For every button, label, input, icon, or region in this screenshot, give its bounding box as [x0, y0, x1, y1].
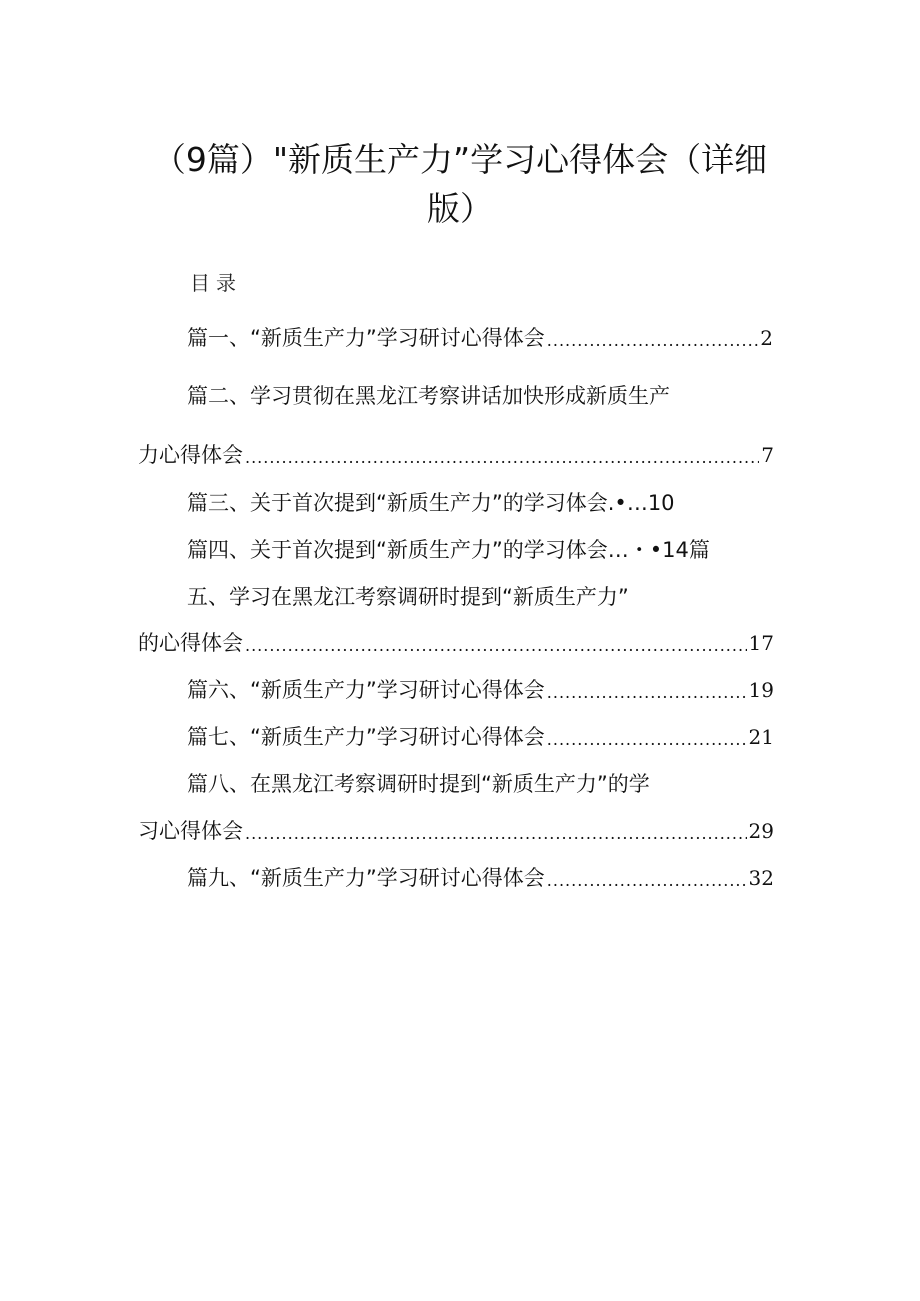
- dot-leader: [547, 869, 747, 893]
- dot-leader: [547, 728, 747, 752]
- toc-page-number: 21: [748, 725, 774, 749]
- toc-entry-7[interactable]: [187, 722, 774, 752]
- dot-leader: [547, 329, 759, 353]
- toc-entry-5-line-1[interactable]: [187, 582, 629, 612]
- toc-entry-4[interactable]: [187, 535, 710, 565]
- toc-entry-8-line-1[interactable]: [187, 769, 650, 799]
- toc-entry-text: 五、学习在黑龙江考察调研时提到“新质生产力”: [187, 585, 629, 609]
- toc-entry-text: 篇七、“新质生产力”学习研讨心得体会: [187, 725, 545, 749]
- toc-entry-1[interactable]: [187, 323, 773, 353]
- toc-entry-text: 篇一、“新质生产力”学习研讨心得体会: [187, 326, 545, 350]
- dot-leader: [245, 446, 759, 470]
- toc-heading: 目录: [190, 271, 242, 295]
- toc-page-number: 2: [760, 326, 773, 350]
- toc-entry-6[interactable]: [187, 675, 774, 705]
- toc-page-number: 17: [748, 631, 774, 655]
- toc-entry-5-line-2[interactable]: [138, 628, 774, 658]
- toc-entry-text: 习心得体会: [138, 819, 243, 843]
- dot-leader: [245, 634, 747, 658]
- toc-entry-3[interactable]: [187, 488, 675, 518]
- toc-entry-text: 篇二、学习贯彻在黑龙江考察讲话加快形成新质生产: [187, 384, 670, 408]
- toc-entry-text: 篇四、关于首次提到“新质生产力”的学习体会…・•14篇: [187, 538, 710, 562]
- toc-entry-text: 的心得体会: [138, 631, 243, 655]
- toc-entry-text: 篇九、“新质生产力”学习研讨心得体会: [187, 866, 545, 890]
- toc-entry-8-line-2[interactable]: [138, 816, 774, 846]
- toc-page-number: 32: [748, 866, 774, 890]
- dot-leader: [547, 681, 747, 705]
- toc-page-number: 7: [761, 443, 774, 467]
- toc-entry-text: 篇三、关于首次提到“新质生产力”的学习体会.•…10: [187, 491, 675, 515]
- toc-page-number: 29: [748, 819, 774, 843]
- dot-leader: [245, 822, 747, 846]
- document-title-line-1: （9篇）"新质生产力”学习心得体会（详细: [152, 140, 768, 179]
- toc-page-number: 19: [748, 678, 774, 702]
- toc-entry-text: 力心得体会: [138, 443, 243, 467]
- toc-entry-2-line-1[interactable]: [187, 381, 670, 411]
- toc-entry-9[interactable]: [187, 863, 774, 893]
- toc-entry-text: 篇六、“新质生产力”学习研讨心得体会: [187, 678, 545, 702]
- toc-entry-text: 篇八、在黑龙江考察调研时提到“新质生产力”的学: [187, 772, 650, 796]
- toc-entry-2-line-2[interactable]: [138, 440, 774, 470]
- document-title-line-2: 版）: [427, 189, 493, 228]
